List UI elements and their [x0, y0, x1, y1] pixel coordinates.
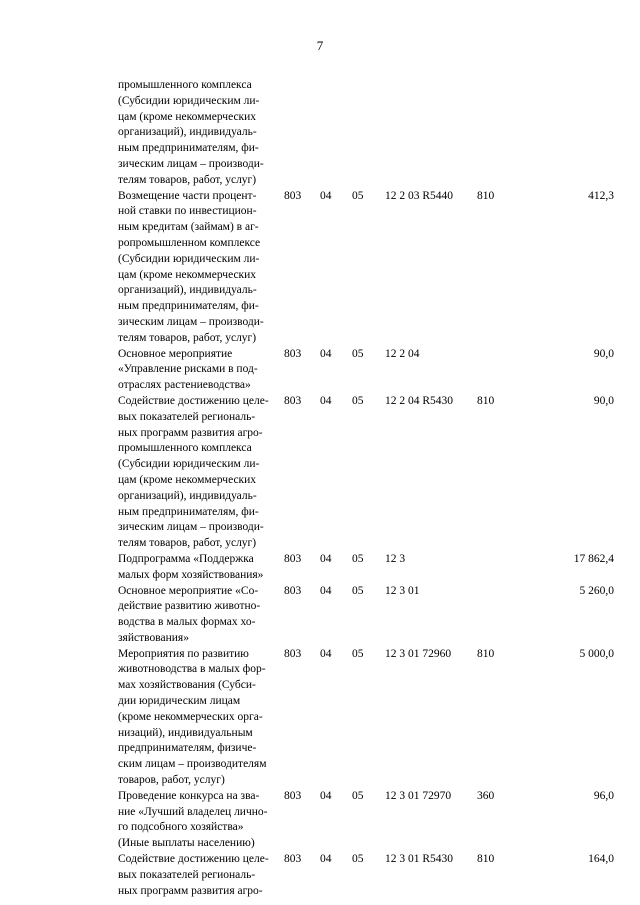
row-section: 04 — [320, 647, 332, 660]
row-subsection: 05 — [352, 853, 364, 866]
row-subsection: 05 — [352, 789, 364, 802]
row-admin-code: 803 — [284, 552, 302, 565]
row-expense-type: 810 — [477, 853, 495, 866]
row-name: промышленного комплекса (Субсидии юридическим ли- цам (кроме некоммерческих организаций), индивидуаль- ным предпринимателям, фи- зическим лицам – производи- телям товаров, работ, услуг) — [118, 79, 264, 186]
row-target-article: 12 3 01 R5430 — [385, 853, 454, 866]
row-name: Содействие достижению целе- вых показателей региональ- ных программ развития агро- — [118, 853, 269, 897]
row-subsection: 05 — [352, 347, 364, 360]
row-admin-code: 803 — [284, 189, 302, 202]
row-section: 04 — [320, 394, 332, 407]
row-expense-type: 810 — [477, 647, 495, 660]
row-name: Основное мероприятие «Со- действие развитию животно- водства в малых формах хо- зяйствования» — [118, 584, 261, 644]
row-target-article: 12 2 04 — [385, 347, 420, 360]
row-name: Подпрограмма «Поддержка малых форм хозяйствования» — [118, 552, 264, 581]
row-name: Основное мероприятие «Управление рисками в под- отраслях растениеводства» — [118, 347, 258, 392]
table-row — [118, 78, 614, 189]
row-subsection: 05 — [352, 647, 364, 660]
row-section: 04 — [320, 552, 332, 565]
row-target-article: 12 3 01 — [385, 584, 420, 597]
row-sum: 5 260,0 — [579, 584, 614, 597]
row-admin-code: 803 — [284, 647, 302, 660]
row-sum: 5 000,0 — [579, 647, 614, 660]
row-target-article: 12 3 01 72970 — [385, 789, 452, 802]
row-admin-code: 803 — [284, 853, 302, 866]
row-sum: 17 862,4 — [573, 552, 614, 565]
table-row — [118, 347, 614, 394]
budget-table — [118, 78, 614, 899]
table-row — [118, 189, 614, 347]
row-section: 04 — [320, 347, 332, 360]
row-target-article: 12 3 — [385, 552, 406, 565]
row-name: Возмещение части процент- ной ставки по инвестицион- ным кредитам (займам) в аг- ропромышленном комплексе (Субсидии юридическим ли- цам (кроме некоммерческих организаций), индивидуаль- ным предпринимателям, фи- зическим лицам – производи- телям товаров, работ, услуг) — [118, 189, 264, 344]
row-admin-code: 803 — [284, 789, 302, 802]
row-admin-code: 803 — [284, 394, 302, 407]
row-sum: 164,0 — [588, 853, 614, 866]
row-name: Мероприятия по развитию животноводства в малых фор- мах хозяйствования (Субси- дии юридическим лицам (кроме некоммерческих орга- низаций), индивидуальным предпринимателям, физиче- ским лицам – производителям товаров, работ, услуг) — [118, 647, 267, 787]
table-row — [118, 647, 614, 789]
row-subsection: 05 — [352, 584, 364, 597]
row-section: 04 — [320, 789, 332, 802]
table-row — [118, 584, 614, 647]
page-number: 7 — [316, 38, 324, 53]
row-name: Проведение конкурса на зва- ние «Лучший владелец лично- го подсобного хозяйства» (Иные выплаты населению) — [118, 789, 268, 850]
row-target-article: 12 2 03 R5440 — [385, 189, 454, 202]
row-expense-type: 810 — [477, 394, 495, 407]
table-row — [118, 394, 614, 552]
row-subsection: 05 — [352, 552, 364, 565]
row-sum: 96,0 — [593, 789, 614, 802]
row-subsection: 05 — [352, 189, 364, 202]
row-expense-type: 810 — [477, 189, 495, 202]
table-row — [118, 789, 614, 852]
row-admin-code: 803 — [284, 584, 302, 597]
row-section: 04 — [320, 853, 332, 866]
row-target-article: 12 2 04 R5430 — [385, 394, 454, 407]
row-subsection: 05 — [352, 394, 364, 407]
row-sum: 90,0 — [593, 394, 614, 407]
row-sum: 412,3 — [588, 189, 614, 202]
row-name: Содействие достижению целе- вых показателей региональ- ных программ развития агро- промышленного комплекса (Субсидии юридическим ли- цам (кроме некоммерческих организаций), индивидуаль- ным предпринимателям, фи- зическим лицам – производи- телям товаров, работ, услуг) — [118, 394, 269, 550]
row-section: 04 — [320, 584, 332, 597]
row-sum: 90,0 — [593, 347, 614, 360]
row-expense-type: 360 — [477, 789, 495, 802]
row-admin-code: 803 — [284, 347, 302, 360]
row-section: 04 — [320, 189, 332, 202]
table-row — [118, 852, 614, 899]
table-row — [118, 552, 614, 584]
row-target-article: 12 3 01 72960 — [385, 647, 452, 660]
